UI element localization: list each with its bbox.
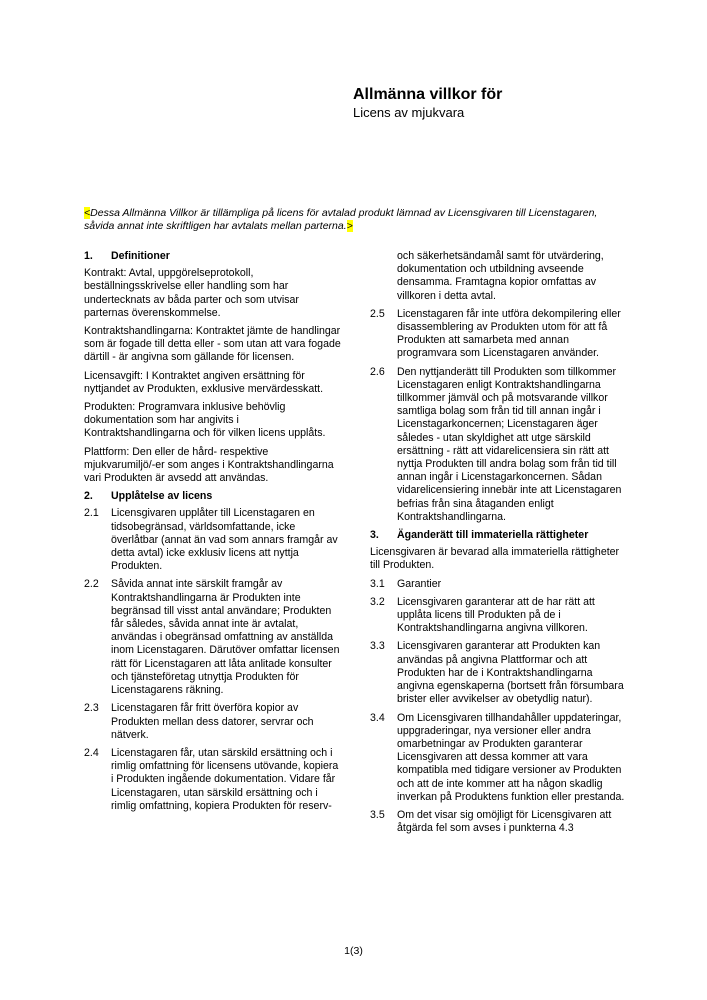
section-title: Definitioner [111, 250, 170, 262]
right-column [370, 250, 628, 840]
clause-number: 2.5 [370, 307, 385, 320]
clause [84, 747, 342, 813]
document-title: Allmänna villkor för [353, 86, 503, 103]
clause-number: 2.1 [84, 507, 99, 520]
clause [370, 308, 628, 361]
clause-number: 3.3 [370, 640, 385, 653]
section-heading [84, 490, 342, 503]
section-number: 2. [84, 490, 93, 503]
intro-paragraph [84, 207, 614, 233]
clause [370, 809, 628, 835]
clause-text: Garantier [397, 577, 442, 590]
clause [370, 578, 628, 591]
definition: Produkten: Programvara inklusive behövlig dokumentation som har angivits i Kontraktshandlingarna och för vilken licens upplåts. [84, 401, 326, 440]
section-number: 3. [370, 529, 379, 542]
clause-text: Om det visar sig omöjligt för Licensgivaren att åtgärda fel som avses i punkterna 4.3 [397, 808, 612, 835]
clause-text: Licensgivaren garanterar att de har rätt att upplåta licens till Produkten på de i Kontraktshandlingarna angivna villkoren. [397, 595, 595, 635]
clause [370, 640, 628, 706]
clause-text: Licenstagaren får inte utföra dekompilering eller disassemblering av Produkten utom för att få Produkten att samarbeta med annan programvara som Licenstagaren använder. [397, 307, 621, 360]
clause [370, 596, 628, 636]
clause [370, 366, 628, 524]
clause-text: Om Licensgivaren tillhandahåller uppdateringar, uppgraderingar, nya versioner eller andra omarbetningar av Produkten garanterar Licensgivaren att dessa kommer att vara kompatibla med tidigare versioner av Produkten och att de inte kommer att ha någon skadlig inverkan på Produktens funktion eller prestanda. [397, 711, 625, 803]
clause [84, 578, 342, 697]
section-title: Upplåtelse av licens [111, 490, 213, 503]
definition: Kontrakt: Avtal, uppgörelseprotokoll, beställningsskrivelse eller handling som har undertecknats av båda parter och som utvisar parternas överenskommelse. [84, 267, 299, 319]
intro-text: Dessa Allmänna Villkor är tillämpliga på licens för avtalad produkt lämnad av Licensgivaren till Licenstagaren, såvida annat inte skriftligen har avtalats mellan parterna. [84, 207, 598, 232]
left-column [84, 250, 342, 818]
clause-number: 3.4 [370, 711, 385, 724]
clause-number-spacer [370, 250, 397, 303]
clause-number: 2.3 [84, 702, 99, 715]
section-title: Äganderätt till immateriella rättigheter [397, 529, 589, 542]
clause [84, 507, 342, 573]
clause-text: Licensgivaren upplåter till Licenstagaren en tidsobegränsad, världsomfattande, icke överlåtbar (annat än vad som annars framgår av detta avtal) icke exklusiv licens att nyttja Produkten. [111, 507, 338, 573]
document-subtitle: Licens av mjukvara [353, 105, 465, 120]
section-heading [370, 529, 628, 542]
intro-close-marker: > [346, 220, 353, 232]
intro-open-marker: < [84, 207, 91, 219]
clause-text: Licenstagaren får, utan särskild ersättning och i rimlig omfattning för licensens utövande, kopiera i Produkten ingående dokumentation. Vidare får Licenstagaren, utan särskild ersättning och i rimlig omfattning, kopiera Produkten för reserv- [111, 746, 339, 812]
clause-continuation [370, 250, 628, 303]
clause-number: 3.1 [370, 577, 385, 590]
clause [84, 702, 342, 742]
definition: Plattform: Den eller de hård- respektive mjukvarumiljö/-er som anges i Kontraktshandlingarna vari Produkten är avsedd att användas. [84, 445, 334, 485]
section-number: 1. [84, 250, 93, 262]
clause-number: 2.2 [84, 578, 99, 591]
clause-number: 3.5 [370, 808, 385, 821]
definition: Licensavgift: I Kontraktet angiven ersättning för nyttjandet av Produkten, exklusive mervärdesskatt. [84, 369, 324, 395]
clause-text: Licensgivaren garanterar att Produkten kan användas på angivna Plattformar och att Produkten har de i Kontraktshandlingarna angivna egenskaperna (bortsett från försumbara brister eller avvikelser av obetydlig natur). [397, 640, 624, 706]
clause-number: 2.6 [370, 365, 385, 378]
clause-text: och säkerhetsändamål samt för utvärdering, dokumentation och utbildning avseende densamma. Framtagna kopior omfattas av villkoren i detta avtal. [397, 250, 604, 302]
page-number: 1(3) [344, 945, 363, 957]
clause-text: Licenstagaren får fritt överföra kopior av Produkten mellan dess datorer, servrar och nätverk. [111, 702, 314, 741]
clause-number: 3.2 [370, 595, 385, 608]
section-text: Licensgivaren är bevarad alla immateriella rättigheter till Produkten. [370, 546, 620, 572]
clause-text: Såvida annat inte särskilt framgår av Kontraktshandlingarna är Produkten inte begränsad till visst antal användare; Produkten får således, såvida annat inte är avtalat, användas i obegränsad omfattning av anställda inom Licenstagaren. Därutöver omfattar licensen rätt för Licenstagaren att låta anlitade konsulter och tjänsteföretag utnyttja Produkten för Licenstagarens räkning. [111, 578, 340, 697]
clause-text: Den nyttjanderätt till Produkten som tillkommer Licenstagaren enligt Kontraktshandlingarna tillkommer jämväl och på motsvarande villkor samtliga bolag som från tid till annan ingår i Licenstagarkoncernen; Licenstagaren äger således - utan skyldighet att utge särskild ersättning - rätt att vidarelicensiera sin rätt att nyttja Produkten till andra bolag som från tid till annan ingår i Licenstagarkoncernen. Sådan vidarelicensiering innebär inte att Licenstagaren befrias från sina åtaganden enligt Kontraktshandlingarna. [397, 365, 622, 523]
section-heading [84, 250, 342, 263]
definition: Kontraktshandlingarna: Kontraktet jämte de handlingar som är fogade till detta eller - som utan att vara fogade därtill - är angivna som gällande för licensen. [84, 325, 341, 364]
clause-number: 2.4 [84, 746, 99, 759]
clause [370, 712, 628, 804]
